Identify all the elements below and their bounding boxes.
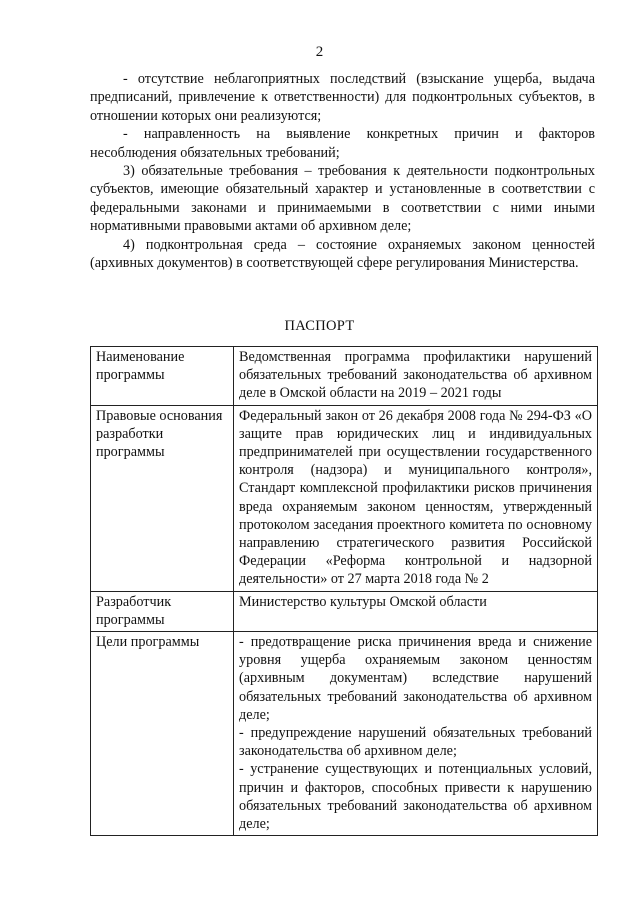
row-label: Правовые основания разработки программы [91,405,234,591]
table-row [91,405,598,591]
goals-cell [234,632,598,836]
paragraph: 4) подконтрольная среда – состояние охраняемых законом ценностей (архивных документов) в соответствующей сфере регулирования Министерства. [90,236,595,272]
passport-table [90,346,598,836]
body-text [90,70,595,272]
goal-item: - предупреждение нарушений обязательных требований законодательства об архивном деле; [239,725,592,760]
row-label: Разработчик программы [91,591,234,631]
row-value: Министерство культуры Омской области [234,591,598,631]
row-value: Федеральный закон от 26 декабря 2008 года № 294-ФЗ «О защите прав юридических лиц и индивидуальных предпринимателей при осуществлении государственного контроля (надзора) и муниципального контроля», Стандарт комплексной профилактики рисков причинения вреда охраняемым законом ценностям, утвержденный протоколом заседания проектного комитета по основному направлению стратегического развития Российской Федерации «Реформа контрольной и надзорной деятельности» от 27 марта 2018 года № 2 [234,405,598,591]
page-number: 2 [315,44,324,60]
table-row [91,632,598,836]
row-label: Наименование программы [91,347,234,406]
table-row [91,347,598,406]
row-label: Цели программы [91,632,234,836]
paragraph: 3) обязательные требования – требования к деятельности подконтрольных субъектов, имеющие обязательный характер и установленные в соответствии с федеральными законами и принимаемыми в соответствии с ними иными нормативными правовыми актами об архивном деле; [90,163,595,235]
row-value: Ведомственная программа профилактики нарушений обязательных требований законодательства об архивном деле в Омской области на 2019 – 2021 годы [234,347,598,406]
passport-title: ПАСПОРТ [284,318,355,334]
goal-item: - предотвращение риска причинения вреда и снижение уровня ущерба охраняемым законом ценностям (архивным документам) вследствие нарушений обязательных требований законодательства об архивном деле; [239,634,592,723]
paragraph: - отсутствие неблагоприятных последствий (взыскание ущерба, выдача предписаний, привлечение к ответственности) для подконтрольных субъектов, в отношении которых они реализуются; [90,71,595,124]
paragraph: - направленность на выявление конкретных причин и факторов несоблюдения обязательных требований; [90,126,595,161]
table-row [91,591,598,631]
goal-item: - устранение существующих и потенциальных условий, причин и факторов, способных привести к нарушению обязательных требований законодательства об архивном деле; [239,761,592,833]
